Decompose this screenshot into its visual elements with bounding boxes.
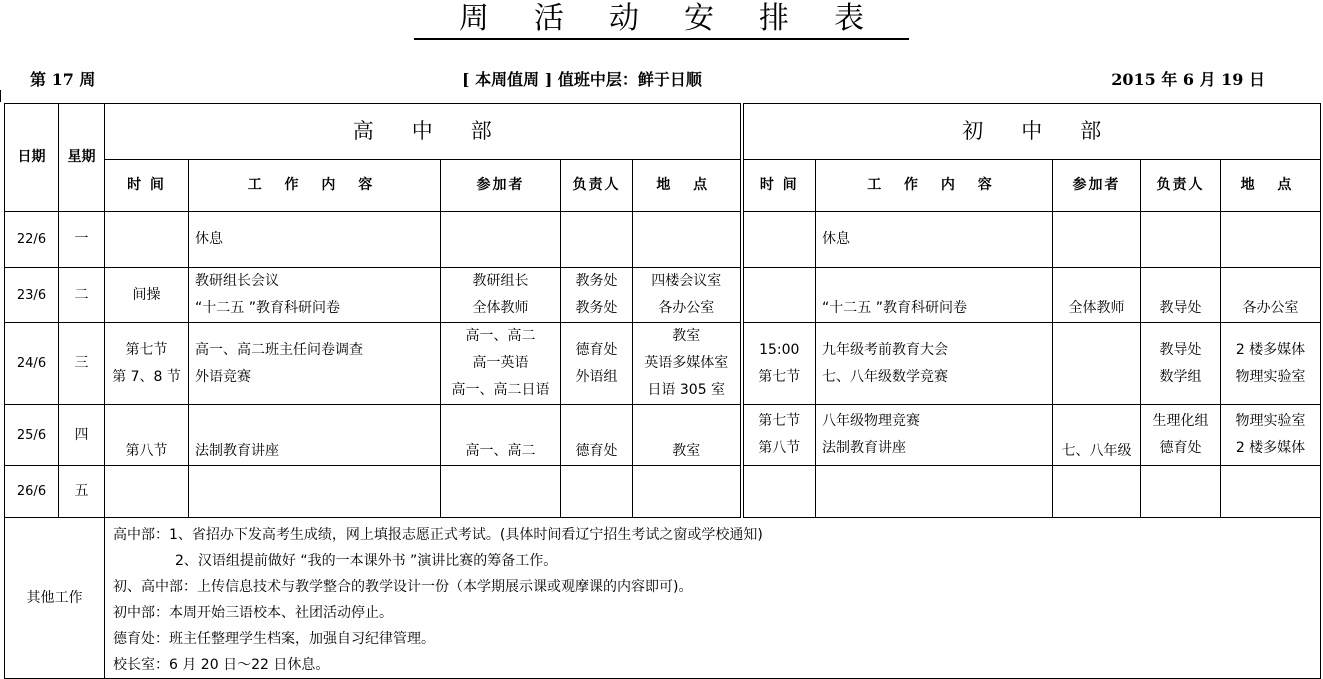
junior-header-leader: 负责人 [1141,160,1221,212]
junior-leader-line: 德育处 [1159,440,1202,456]
margin-mark [0,90,1,102]
senior-header-content: 工 作 内 容 [189,160,441,212]
day-date: 26/6 [5,466,59,518]
senior-header-participants: 参加者 [441,160,561,212]
duty-officer: [ 本周值周 ] 值班中层：鲜于日顺 [462,70,702,89]
page-title-wrap [0,0,1323,44]
week-number: 第 17 周 [30,70,96,89]
senior-leader-line: 外语组 [575,368,618,385]
senior-content-line: “十二五 ”教育科研问卷 [195,300,340,316]
senior-location-cell [633,268,742,323]
junior-participants-cell [1053,212,1141,268]
junior-location-line: 物理实验室 [1235,413,1306,429]
senior-leader-line: 教务处 [575,300,618,316]
senior-leader-line: 教务处 [575,273,618,289]
senior-participants-cell [441,466,561,518]
junior-leader-cell [1141,466,1221,518]
senior-location-line: 教室 [672,443,701,459]
senior-content-line: 休息 [195,231,223,247]
junior-content-cell [816,268,1053,323]
junior-participants-cell [1053,405,1141,466]
header-row-departments [5,104,1321,160]
senior-leader-cell [561,466,633,518]
senior-location-line: 英语多媒体室 [644,355,729,371]
senior-content-line: 外语竞赛 [195,368,251,385]
junior-time-cell [742,466,816,518]
schedule-table [4,103,1321,679]
day-date: 24/6 [5,323,59,405]
senior-content-cell [189,212,441,268]
other-note: 德育处：班主任整理学生档案，加强自习纪律管理。 [113,631,435,647]
junior-content-cell [816,323,1053,405]
junior-time-cell [742,405,816,466]
junior-time-line: 15:00 [759,341,800,358]
day-weekday: 三 [59,323,105,405]
page-title: 周活动安排表 [414,0,909,40]
junior-location-cell [1221,268,1321,323]
junior-time-cell [742,323,816,405]
header-weekday: 星期 [59,104,105,212]
junior-leader-cell [1141,212,1221,268]
header-date: 日期 [5,104,59,212]
senior-participants-line: 全体教师 [472,300,529,316]
senior-leader-cell [561,268,633,323]
junior-location-cell [1221,405,1321,466]
junior-participants-cell [1053,466,1141,518]
junior-time-line: 第七节 [758,368,801,385]
day-row [5,323,1321,405]
day-row [5,212,1321,268]
senior-leader-cell [561,405,633,466]
day-weekday: 四 [59,405,105,466]
senior-participants-cell [441,268,561,323]
day-date: 25/6 [5,405,59,466]
other-work-row [5,518,1321,679]
senior-header-time: 时 间 [105,160,189,212]
senior-participants-line: 高一英语 [472,355,529,371]
senior-time-line: 间操 [132,286,161,303]
header-junior-dept: 初中部 [742,104,1321,160]
junior-location-cell [1221,466,1321,518]
other-work-notes [105,518,1321,679]
day-date: 22/6 [5,212,59,268]
day-row [5,466,1321,518]
senior-time-cell [105,212,189,268]
junior-content-line: 八年级物理竞赛 [822,413,920,429]
junior-location-cell [1221,212,1321,268]
junior-content-line: 七、八年级数学竞赛 [822,368,948,385]
senior-time-cell [105,405,189,466]
senior-location-cell [633,212,742,268]
other-note: 校长室：6 月 20 日～22 日休息。 [113,657,330,673]
day-date: 23/6 [5,268,59,323]
other-note: 初中部：本周开始三语校本、社团活动停止。 [113,605,393,621]
junior-leader-line: 教导处 [1159,300,1202,316]
senior-participants-line: 高一、高二 [465,443,536,459]
senior-content-cell [189,405,441,466]
senior-participants-line: 高一、高二 [465,328,536,344]
senior-content-cell [189,268,441,323]
junior-location-cell [1221,323,1321,405]
junior-time-line: 第七节 [758,413,801,429]
senior-content-cell [189,466,441,518]
senior-time-line: 第七节 [125,341,168,358]
junior-time-line: 第八节 [758,440,801,456]
junior-time-cell [742,212,816,268]
junior-content-line: 九年级考前教育大会 [822,341,948,358]
junior-location-line: 2 楼多媒体 [1235,440,1306,456]
junior-content-cell [816,212,1053,268]
senior-participants-cell [441,323,561,405]
junior-leader-line: 教导处 [1159,341,1202,358]
issue-date: 2015 年 6 月 19 日 [1111,70,1265,89]
senior-time-line: 第 7、8 节 [112,368,181,385]
other-note: 2、汉语组提前做好 “我的一本课外书 ”演讲比赛的筹备工作。 [175,553,558,569]
junior-content-cell [816,466,1053,518]
senior-header-location: 地 点 [633,160,742,212]
senior-location-cell [633,466,742,518]
day-weekday: 二 [59,268,105,323]
junior-header-time: 时 间 [742,160,816,212]
junior-header-content: 工 作 内 容 [816,160,1053,212]
senior-location-line: 各办公室 [658,300,715,316]
other-work-label: 其他工作 [5,518,105,679]
junior-location-line: 物理实验室 [1235,368,1306,385]
senior-content-line: 教研组长会议 [195,273,279,289]
senior-leader-cell [561,212,633,268]
day-weekday: 五 [59,466,105,518]
junior-header-participants: 参加者 [1053,160,1141,212]
junior-leader-line: 生理化组 [1152,413,1209,429]
junior-leader-cell [1141,268,1221,323]
junior-content-line: 法制教育讲座 [822,440,906,456]
senior-participants-line: 高一、高二日语 [451,382,550,398]
senior-time-cell [105,466,189,518]
senior-location-cell [633,323,742,405]
junior-participants-line: 七、八年级 [1061,443,1132,459]
senior-participants-line: 教研组长 [472,273,529,289]
junior-participants-cell [1053,323,1141,405]
junior-content-line: 休息 [822,231,850,247]
junior-header-location: 地 点 [1221,160,1321,212]
senior-location-line: 教室 [672,328,701,344]
senior-leader-cell [561,323,633,405]
junior-content-line: “十二五 ”教育科研问卷 [822,300,967,316]
senior-location-line: 日语 305 室 [647,382,726,398]
senior-content-cell [189,323,441,405]
senior-time-cell [105,323,189,405]
junior-leader-line: 数学组 [1159,368,1202,385]
senior-time-line: 第八节 [125,443,168,459]
junior-location-line: 2 楼多媒体 [1235,341,1306,358]
junior-content-cell [816,405,1053,466]
junior-time-cell [742,268,816,323]
senior-header-leader: 负责人 [561,160,633,212]
junior-participants-cell [1053,268,1141,323]
junior-location-line: 各办公室 [1242,300,1299,316]
other-note: 高中部：1、省招办下发高考生成绩，网上填报志愿正式考试。(具体时间看辽宁招生考试之窗或学校通知) [113,527,763,543]
other-note: 初、高中部：上传信息技术与教学整合的教学设计一份（本学期展示课或观摩课的内容即可)。 [113,579,693,595]
day-row [5,405,1321,466]
day-row [5,268,1321,323]
senior-content-line: 高一、高二班主任问卷调查 [195,341,363,358]
junior-leader-cell [1141,405,1221,466]
senior-time-cell [105,268,189,323]
junior-participants-line: 全体教师 [1068,300,1125,316]
senior-leader-line: 德育处 [575,443,618,459]
senior-location-cell [633,405,742,466]
senior-content-line: 法制教育讲座 [195,443,279,459]
senior-location-line: 四楼会议室 [651,273,722,289]
senior-leader-line: 德育处 [575,341,618,358]
header-senior-dept: 高中部 [105,104,742,160]
senior-participants-cell [441,212,561,268]
junior-leader-cell [1141,323,1221,405]
senior-participants-cell [441,405,561,466]
header-row-columns [5,160,1321,212]
day-weekday: 一 [59,212,105,268]
